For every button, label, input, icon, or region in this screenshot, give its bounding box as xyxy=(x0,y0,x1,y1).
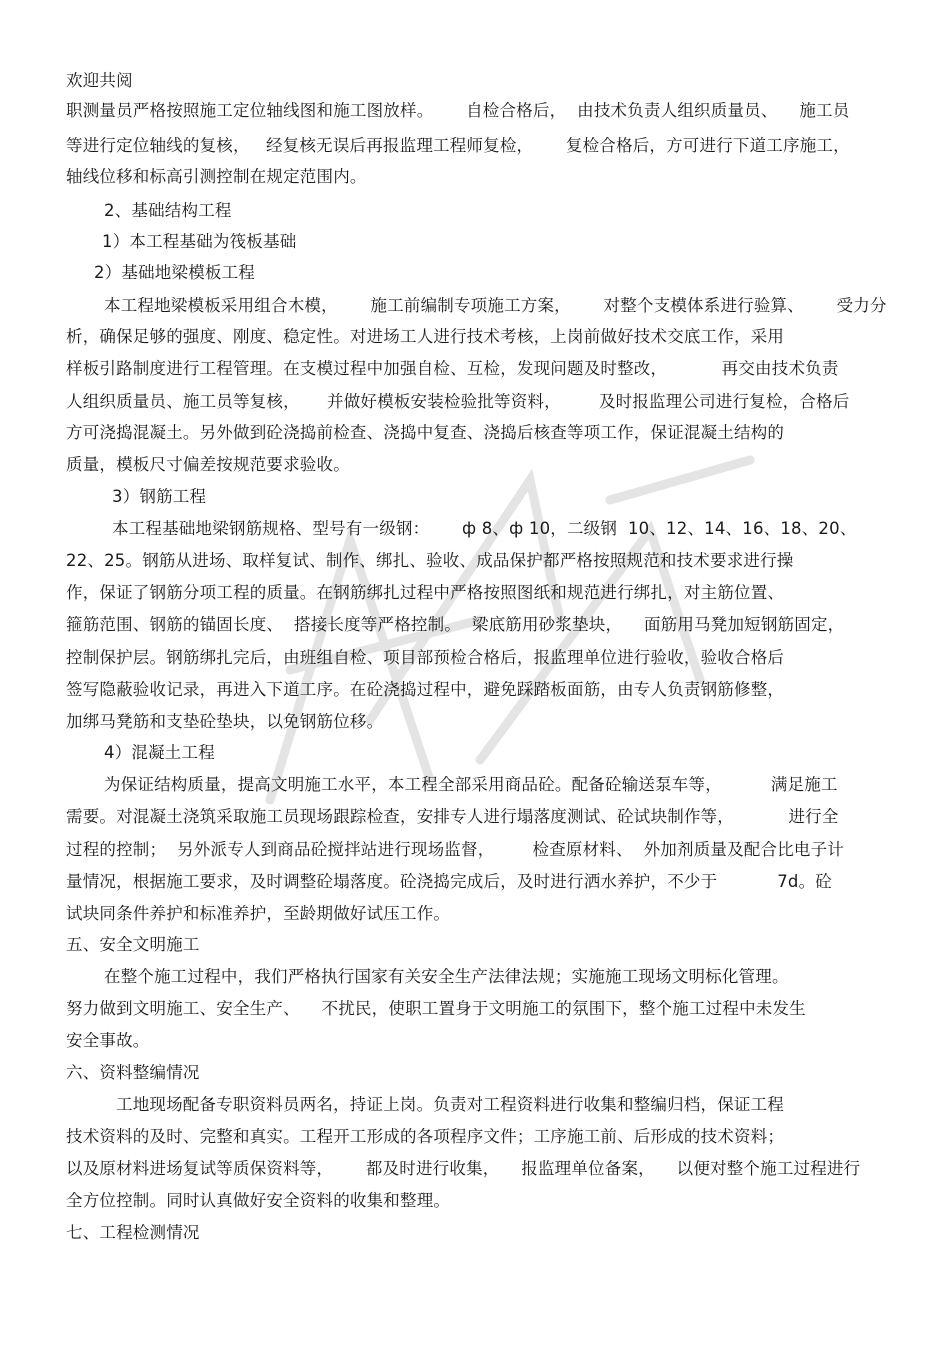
paragraph-line: 轴线位移和标高引测控制在规定范围内。 xyxy=(66,167,367,186)
paragraph-line: 签写隐蔽验收记录，再进入下道工序。在砼浇捣过程中，避免踩踏板面筋，由专人负责钢筋修整， xyxy=(66,680,785,699)
paragraph-line: 需要。对混凝土浇筑采取施工员现场跟踪检查，安排专人进行塌落度测试、砼试块制作等， 进行全 xyxy=(66,807,839,826)
paragraph-line: 质量，模板尺寸偏差按规范要求验收。 xyxy=(66,455,350,474)
section-heading: 2、基础结构工程 xyxy=(104,201,232,220)
paragraph-line: 22、25。钢筋从进场、取样复试、制作、绑扎、验收、成品保护都严格按照规范和技术要求进行操 xyxy=(66,551,794,570)
paragraph-line: 职测量员严格按照施工定位轴线图和施工图放样。 自检合格后， 由技术负责人组织质量员、 施工员 xyxy=(66,101,850,120)
paragraph-line: 等进行定位轴线的复核， 经复核无误后再报监理工程师复检， 复检合格后，方可进行下道工序施工， xyxy=(66,136,850,155)
paragraph-line: 作，保证了钢筋分项工程的质量。在钢筋绑扎过程中严格按照图纸和规范进行绑扎，对主筋位置、 xyxy=(66,583,785,602)
paragraph-line: 加绑马凳筋和支垫砼垫块，以免钢筋位移。 xyxy=(66,712,384,731)
section-heading: 七、工程检测情况 xyxy=(66,1223,200,1242)
subsection-heading: 2）基础地梁模板工程 xyxy=(94,263,255,282)
paragraph-line: 努力做到文明施工、安全生产、 不扰民，使职工置身于文明施工的氛围下，整个施工过程中未发生 xyxy=(66,999,806,1018)
paragraph-line: 量情况，根据施工要求，及时调整砼塌落度。砼浇捣完成后，及时进行洒水养护，不少于 7d。砼 xyxy=(66,872,832,891)
header-label: 欢迎共阅 xyxy=(66,71,133,90)
paragraph-line: 样板引路制度进行工程管理。在支模过程中加强自检、互检，发现问题及时整改， 再交由技术负责 xyxy=(66,359,839,378)
paragraph-line: 以及原材料进场复试等质保资料等， 都及时进行收集， 报监理单位备案， 以便对整个施工过程进行 xyxy=(66,1159,861,1178)
paragraph-line: 在整个施工过程中，我们严格执行国家有关安全生产法律法规；实施施工现场文明标化管理。 xyxy=(104,967,789,986)
subsection-heading: 1）本工程基础为筏板基础 xyxy=(102,232,297,251)
paragraph-line: 方可浇捣混凝土。另外做到砼浇捣前检查、浇捣中复查、浇捣后核查等项工作，保证混凝土结构的 xyxy=(66,423,785,442)
paragraph-line: 全方位控制。同时认真做好安全资料的收集和整理。 xyxy=(66,1191,451,1210)
paragraph-line: 控制保护层。钢筋绑扎完后，由班组自检、项目部预检合格后，报监理单位进行验收，验收合格后 xyxy=(66,648,785,667)
paragraph-line: 试块同条件养护和标准养护，至龄期做好试压工作。 xyxy=(66,904,451,923)
paragraph-line: 析，确保足够的强度、刚度、稳定性。对进场工人进行技术考核，上岗前做好技术交底工作，采用 xyxy=(66,327,785,346)
paragraph-line: 安全事故。 xyxy=(66,1031,150,1050)
paragraph-line: 本工程地梁模板采用组合木模， 施工前编制专项施工方案， 对整个支模体系进行验算、 受力分 xyxy=(104,296,887,315)
paragraph-line: 过程的控制； 另外派专人到商品砼搅拌站进行现场监督， 检查原材料、 外加剂质量及配合比电子计 xyxy=(66,840,844,859)
subsection-heading: 3）钢筋工程 xyxy=(112,487,207,506)
paragraph-line: 人组织质量员、施工员等复核， 并做好模板安装检验批等资料， 及时报监理公司进行复检，合格后 xyxy=(66,392,850,411)
paragraph-line: 工地现场配备专职资料员两名，持证上岗。负责对工程资料进行收集和整编归档，保证工程 xyxy=(116,1095,784,1114)
paragraph-line: 本工程基础地梁钢筋规格、型号有一级钢： ф 8、ф 10，二级钢 10、12、14、16、18、20、 xyxy=(112,519,857,538)
paragraph-line: 箍筋范围、钢筋的锚固长度、 搭接长度等严格控制。 梁底筋用砂浆垫块， 面筋用马凳加短钢筋固定， xyxy=(66,615,845,634)
paragraph-line: 为保证结构质量，提高文明施工水平，本工程全部采用商品砼。配备砼输送泵车等， 满足施工 xyxy=(104,775,838,794)
section-heading: 五、安全文明施工 xyxy=(66,935,200,954)
section-heading: 六、资料整编情况 xyxy=(66,1063,200,1082)
paragraph-line: 技术资料的及时、完整和真实。工程开工形成的各项程序文件；工序施工前、后形成的技术资料； xyxy=(66,1127,785,1146)
subsection-heading: 4）混凝土工程 xyxy=(104,743,215,762)
